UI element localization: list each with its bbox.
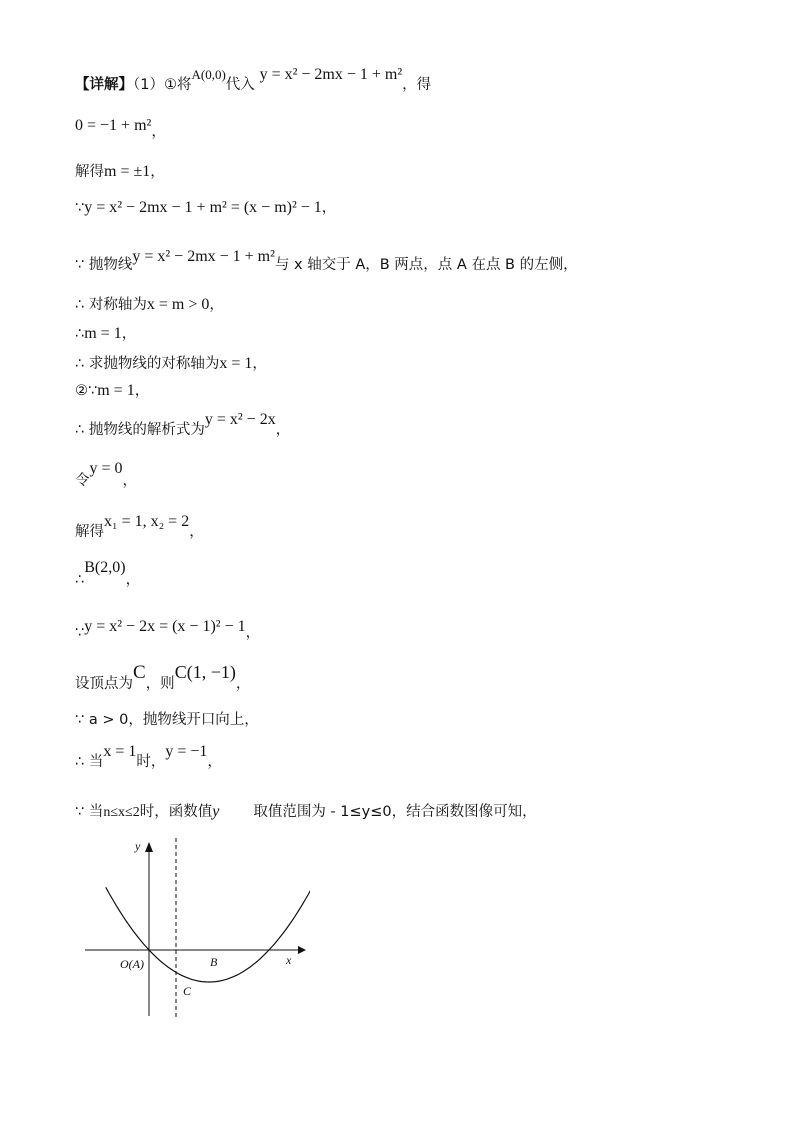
- parabola-equation-2: y = x² − 2mx − 1 + m²: [132, 248, 275, 265]
- line-13: [75, 559, 141, 588]
- comma: ，: [134, 383, 150, 399]
- then-word: ，则: [145, 676, 175, 692]
- vertex-text: 设顶点为: [75, 676, 133, 692]
- comma: ，: [252, 356, 267, 372]
- comma: ，: [125, 572, 141, 588]
- line-6: [75, 297, 224, 313]
- axis-result-text: ∴ 求抛物线的对称轴为: [75, 356, 220, 372]
- range-text: 取值范围为 - 1≤y≤0，结合函数图像可知，: [253, 804, 537, 820]
- comma: ，: [207, 754, 222, 770]
- expression-text: ∴ 抛物线的解析式为: [75, 422, 205, 438]
- y-axis-label: y: [135, 839, 141, 853]
- comma: ，: [321, 200, 337, 216]
- function-value-text: 时，函数值: [139, 804, 213, 820]
- when-text-2: ∵ 当: [75, 804, 104, 820]
- y-axis-arrow: [145, 842, 153, 852]
- vertex-c: C: [133, 662, 146, 683]
- point-c-label: C: [183, 984, 192, 998]
- point-b-label: B: [210, 955, 218, 969]
- point-a: A(0,0): [191, 67, 226, 82]
- line-4: [75, 200, 336, 216]
- axis-x-equals-1: x = 1: [219, 355, 253, 372]
- vertex-form: y = x² − 2mx − 1 + m² = (x − m)² − 1: [84, 199, 322, 216]
- x-range: n≤x≤2: [103, 805, 140, 820]
- line-16: [75, 712, 259, 728]
- m-equals-1: m = 1: [84, 325, 122, 342]
- detail-header: 【详解】: [75, 77, 133, 93]
- line-12: [75, 513, 204, 540]
- comma: ，: [151, 124, 166, 140]
- line-18: [75, 804, 537, 820]
- parabola-equation: y = x² − 2mx − 1 + m²: [259, 66, 403, 83]
- m-value: m = ±1: [104, 163, 151, 180]
- solve-word: 解得: [75, 164, 104, 180]
- line-17: [75, 743, 222, 770]
- x-axis-label: x: [286, 953, 292, 967]
- substitute-word: 代入: [225, 77, 255, 93]
- axis-equation: x = m > 0: [146, 296, 210, 313]
- line-11: [75, 460, 138, 489]
- line-8: [75, 356, 267, 372]
- x-equals-1: x = 1: [103, 743, 137, 760]
- part-label: （1）①将: [133, 77, 192, 93]
- line-3: [75, 164, 165, 180]
- comma: ，: [235, 676, 251, 692]
- line-2: [75, 117, 166, 140]
- origin-label: O(A): [120, 957, 144, 971]
- therefore-symbol: ∴: [75, 572, 85, 588]
- get-word: ，得: [402, 77, 432, 93]
- comma: ，: [209, 297, 224, 313]
- when-text: ∴ 当: [75, 754, 104, 770]
- comma: ，: [189, 524, 204, 540]
- intersection-text: 与 x 轴交于 A，B 两点，点 A 在点 B 的左侧，: [274, 257, 578, 273]
- comma: ，: [121, 326, 137, 342]
- parabola-expression: y = x² − 2x: [204, 411, 276, 428]
- solve-word-2: 解得: [75, 524, 104, 540]
- point-b: B(2,0): [84, 559, 126, 576]
- line-5: [75, 248, 578, 273]
- comma: ，: [245, 625, 261, 641]
- opens-upward-text: ∵ a > 0，抛物线开口向上，: [75, 712, 259, 728]
- equation-2: 0 = −1 + m²: [75, 117, 152, 134]
- y-equals-minus-1: y = −1: [165, 743, 208, 760]
- let-word: 令: [75, 473, 90, 489]
- roots: x₁ = 1, x₂ = 2: [104, 513, 190, 530]
- comma: ，: [122, 473, 138, 489]
- y-symbol: y: [212, 803, 220, 820]
- comma: ，: [275, 422, 291, 438]
- line-14: [75, 618, 261, 641]
- y-equals-0: y = 0: [89, 460, 123, 477]
- line-7: [75, 326, 136, 342]
- x-axis-arrow: [298, 946, 306, 954]
- vertex-form-2: y = x² − 2x = (x − 1)² − 1: [84, 618, 246, 635]
- parabola-graph: [80, 838, 310, 1023]
- because-symbol: ∵: [75, 625, 85, 641]
- line-1: [75, 66, 432, 93]
- line-9: [75, 383, 149, 399]
- comma: ，: [150, 164, 165, 180]
- because-parabola: ∵ 抛物线: [75, 257, 133, 273]
- therefore-symbol: ∴: [75, 326, 85, 342]
- m-equals-1-b: m = 1: [97, 382, 135, 399]
- time-word: 时，: [136, 754, 166, 770]
- vertex-coordinates: C(1, −1): [174, 662, 236, 682]
- line-10: [75, 411, 291, 438]
- because-symbol: ∵: [75, 200, 85, 216]
- axis-text: ∴ 对称轴为: [75, 297, 147, 313]
- line-15: [75, 662, 251, 692]
- part-2-label: ②∵: [75, 383, 98, 399]
